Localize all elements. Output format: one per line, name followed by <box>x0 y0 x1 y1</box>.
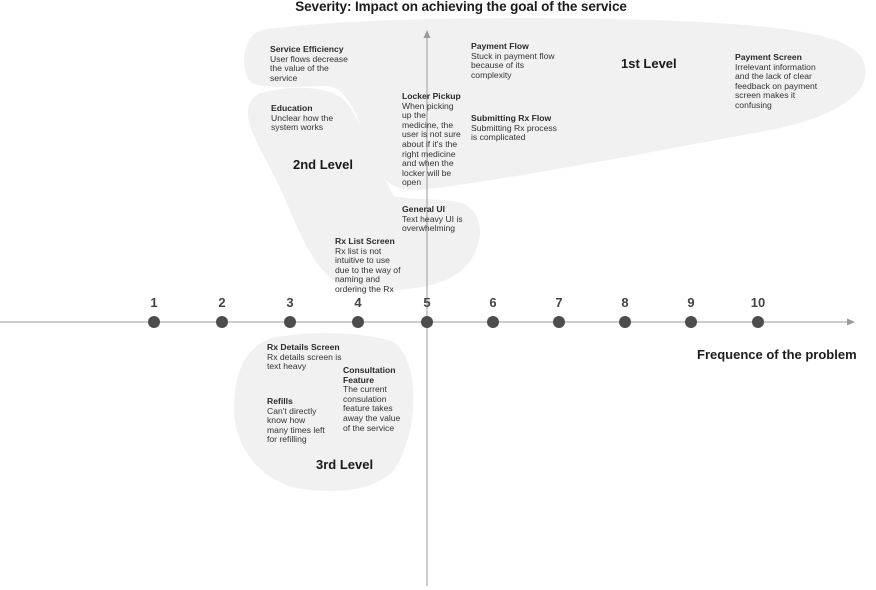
note-title: Education <box>271 103 313 113</box>
note-title: Payment Flow <box>471 41 529 51</box>
note-desc: When picking up the medicine, the user is not sure about if it's the right medicine and when the locker will be open <box>402 100 461 188</box>
x-tick-dot <box>553 316 565 328</box>
note-desc: Can't directly know how many times left for refilling <box>267 405 325 445</box>
note-title: Submitting Rx Flow <box>471 113 552 123</box>
diagram-title: Severity: Impact on achieving the goal of the service <box>295 0 627 14</box>
x-tick-dot <box>216 316 228 328</box>
x-tick-label: 6 <box>489 295 497 310</box>
x-tick-label: 3 <box>286 295 294 310</box>
note-rx-details-screen <box>267 343 355 372</box>
x-tick-label: 1 <box>150 295 158 310</box>
note-desc: Unclear how the system works <box>271 112 334 133</box>
note-general-ui <box>402 205 478 234</box>
x-tick-label: 4 <box>354 295 362 310</box>
x-tick-dot <box>487 316 499 328</box>
note-desc: The current consulation feature takes away the value of the service <box>343 384 401 433</box>
x-tick-label: 10 <box>750 295 766 310</box>
note-title: Rx List Screen <box>335 236 395 246</box>
note-desc: User flows decrease the value of the service <box>270 53 348 83</box>
note-payment-screen <box>735 53 831 111</box>
level-label-1st: 1st Level <box>621 56 677 71</box>
x-tick-label: 9 <box>687 295 695 310</box>
x-tick-dot <box>752 316 764 328</box>
x-tick-dot <box>619 316 631 328</box>
note-locker-pickup <box>402 92 464 188</box>
note-desc: Stuck in payment flow because of its complexity <box>471 50 555 80</box>
x-tick-dot <box>421 316 433 328</box>
level-label-2nd: 2nd Level <box>293 157 353 172</box>
note-title: Refills <box>267 396 293 406</box>
note-consultation-feature <box>343 366 405 433</box>
x-tick-dot <box>148 316 160 328</box>
note-education <box>271 104 343 133</box>
note-title: Locker Pickup <box>402 91 461 101</box>
x-axis-arrow <box>847 319 855 326</box>
x-tick-dot <box>352 316 364 328</box>
note-title: Service Efficiency <box>270 44 344 54</box>
note-service-efficiency <box>270 45 352 83</box>
x-tick-label: 2 <box>218 295 226 310</box>
x-tick-label: 7 <box>555 295 563 310</box>
note-submitting-rx-flow <box>471 114 557 143</box>
x-tick-dot <box>284 316 296 328</box>
note-title: Rx Details Screen <box>267 342 340 352</box>
note-title: General UI <box>402 204 445 214</box>
x-tick-dot <box>685 316 697 328</box>
note-title: Payment Screen <box>735 52 802 62</box>
note-desc: Submitting Rx process is complicated <box>471 122 557 143</box>
note-payment-flow <box>471 42 557 80</box>
x-tick-label: 8 <box>621 295 629 310</box>
note-refills <box>267 397 327 445</box>
level-label-3rd: 3rd Level <box>316 457 374 472</box>
note-desc: Irrelevant information and the lack of clear feedback on payment screen makes it confusing <box>735 61 818 110</box>
note-rx-list-screen <box>335 237 405 295</box>
x-tick-label: 5 <box>423 295 431 310</box>
note-desc: Rx list is not intuitive to use due to the way of naming and ordering the Rx <box>335 245 401 294</box>
note-desc: Rx details screen is text heavy <box>267 351 342 372</box>
note-title: Consultation Feature <box>343 365 396 385</box>
note-desc: Text heavy UI is overwhelming <box>402 213 463 234</box>
x-axis-label: Frequence of the problem <box>697 347 857 362</box>
